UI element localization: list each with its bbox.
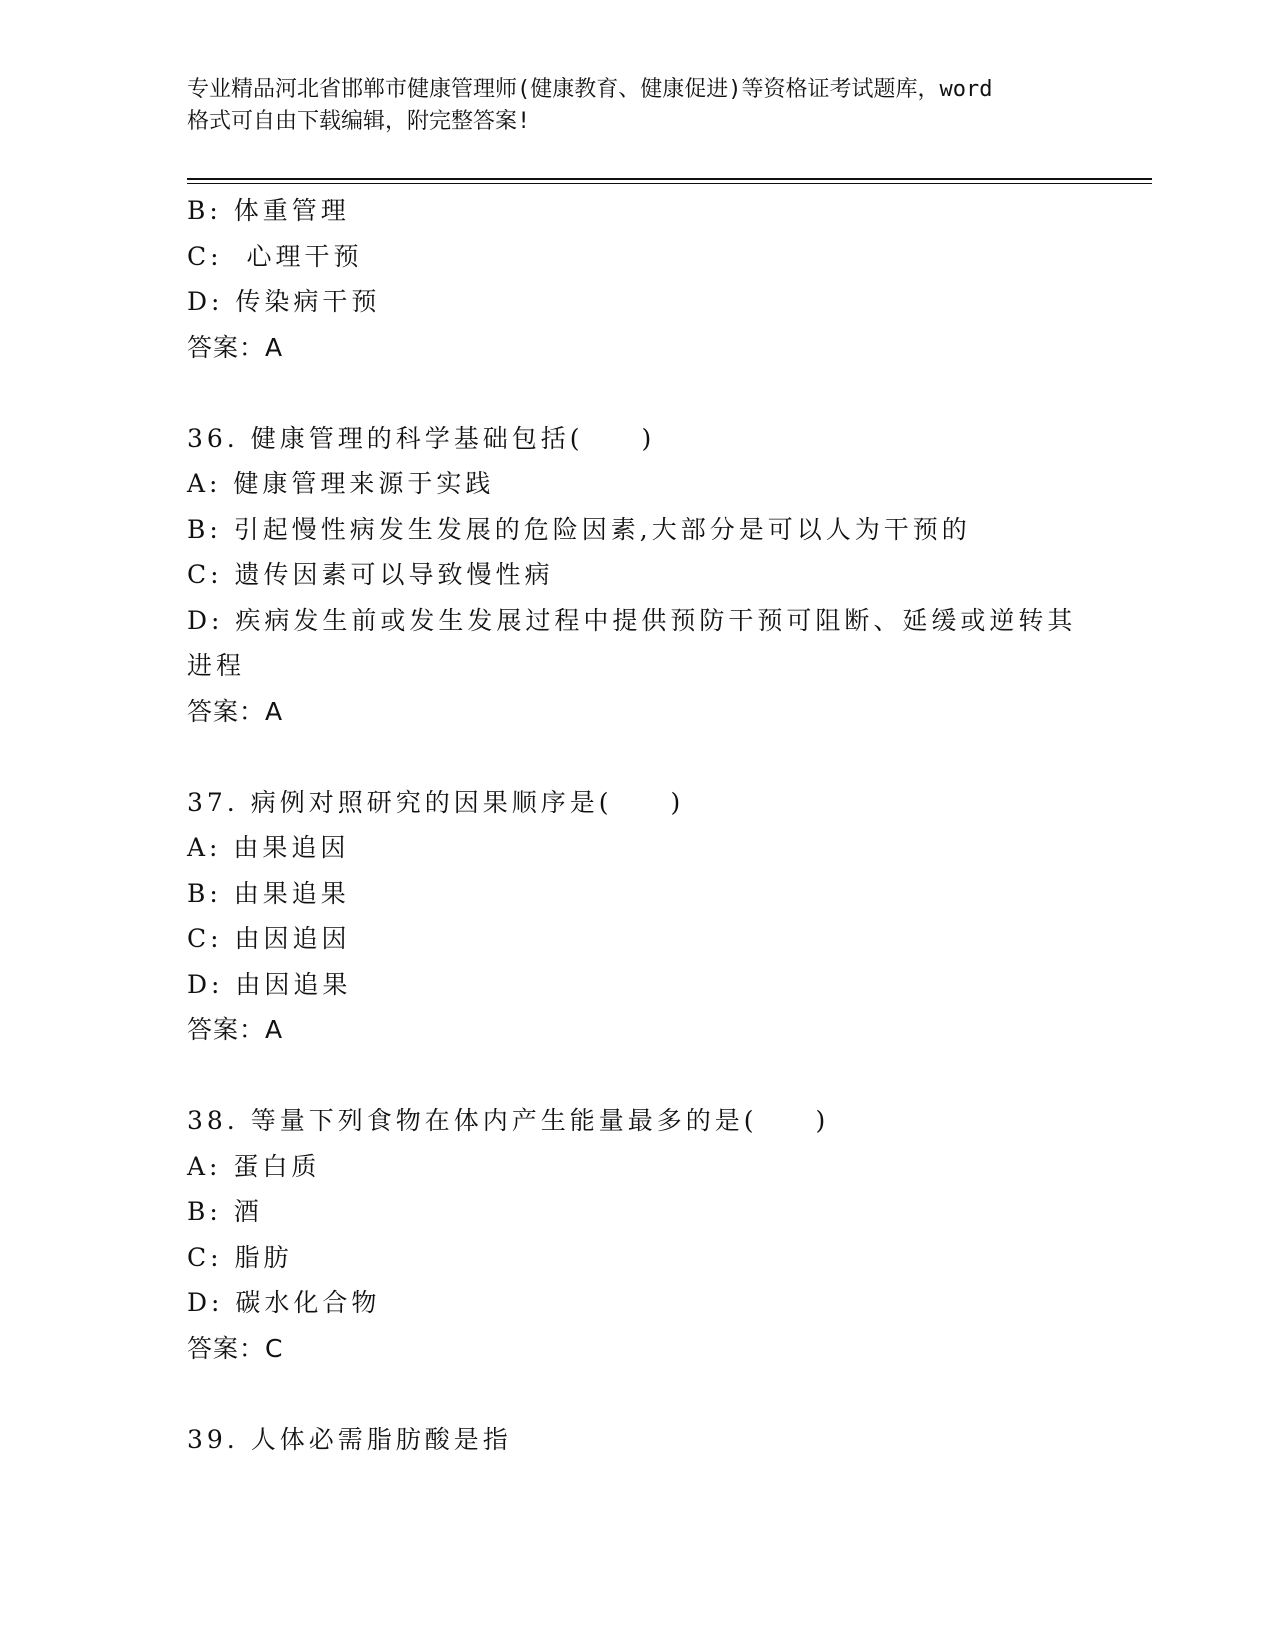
- answer-line: 答案：C: [187, 1333, 284, 1363]
- spacer: [187, 370, 1087, 416]
- option-line: A: 由果追因: [187, 833, 350, 862]
- option-line: A: 蛋白质: [187, 1151, 321, 1181]
- question-38: [187, 1098, 1087, 1371]
- question-stem: 36. 健康管理的科学基础包括( ): [187, 423, 656, 453]
- question-37: [187, 780, 1087, 1053]
- header-line-2: 格式可自由下载编辑，附完整答案!: [187, 109, 531, 134]
- option-line: D: 碳水化合物: [187, 1288, 381, 1317]
- option-line: D: 由因追果: [187, 969, 352, 999]
- answer-line: 答案：A: [187, 1015, 284, 1044]
- header-line-1: 专业精品河北省邯郸市健康管理师(健康教育、健康促进)等资格证考试题库，word: [187, 77, 993, 102]
- question-stem: 39. 人体必需脂肪酸是指: [187, 1424, 512, 1454]
- option-line: C: 心理干预: [187, 241, 363, 271]
- option-line: C: 遗传因素可以导致慢性病: [187, 560, 554, 589]
- option-line: B: 酒: [187, 1197, 263, 1226]
- header-divider-thin: [187, 183, 1152, 184]
- option-line: B: 由果追果: [187, 878, 350, 908]
- option-line-continued: 进程: [187, 651, 246, 680]
- option-line: C: 由因追因: [187, 924, 351, 953]
- option-line: C: 脂肪: [187, 1242, 293, 1272]
- question-stem: 37. 病例对照研究的因果顺序是( ): [187, 787, 685, 817]
- spacer: [187, 734, 1087, 780]
- question-36: [187, 416, 1087, 735]
- answer-line: 答案：A: [187, 696, 284, 726]
- prev-question: [187, 188, 1087, 370]
- option-line: D: 疾病发生前或发生发展过程中提供预防干预可阻断、延缓或逆转其: [187, 605, 1077, 635]
- question-content: [187, 188, 1087, 1462]
- spacer: [187, 1371, 1087, 1417]
- question-39: [187, 1417, 1087, 1463]
- question-stem: 38. 等量下列食物在体内产生能量最多的是( ): [187, 1106, 830, 1135]
- option-line: D: 传染病干预: [187, 287, 381, 316]
- header-divider-thick: [187, 178, 1152, 180]
- option-line: B: 体重管理: [187, 196, 350, 225]
- spacer: [187, 1053, 1087, 1099]
- option-line: A: 健康管理来源于实践: [187, 469, 495, 498]
- document-header: [187, 74, 1087, 138]
- option-line: B: 引起慢性病发生发展的危险因素,大部分是可以人为干预的: [187, 514, 971, 544]
- answer-line: 答案：A: [187, 332, 284, 362]
